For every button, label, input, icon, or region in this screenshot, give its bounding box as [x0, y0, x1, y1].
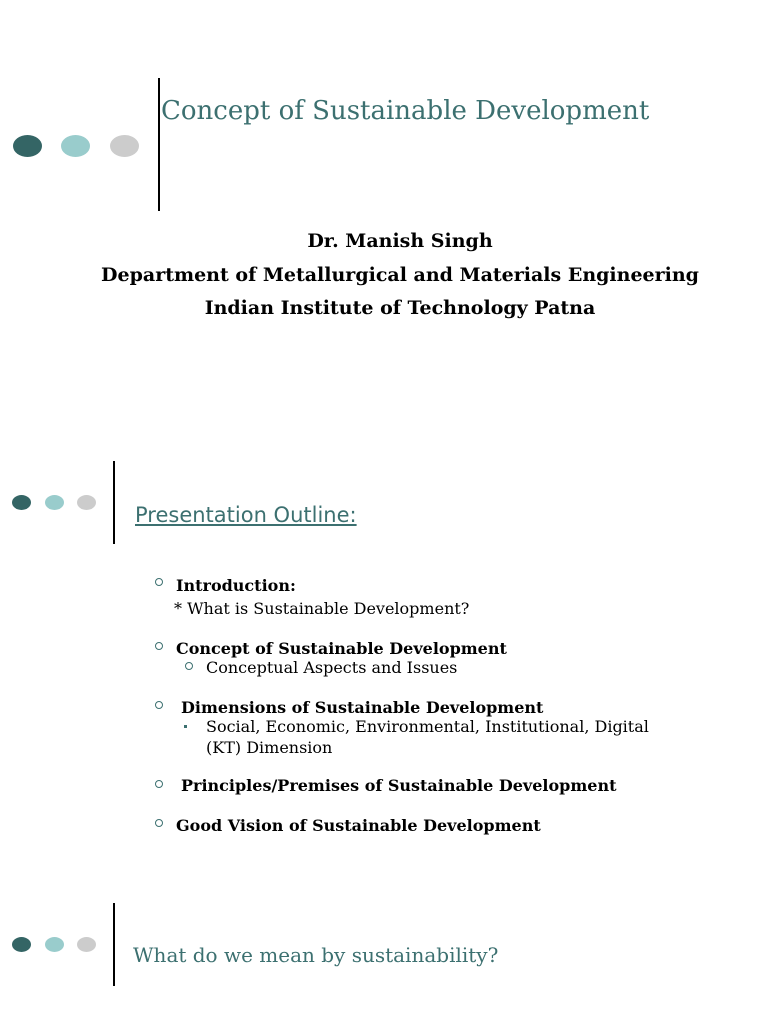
outline-item: Concept of Sustainable Development — [176, 639, 507, 658]
sub-bullet-icon — [185, 662, 193, 670]
gray-dot — [77, 937, 96, 952]
light-teal-dot — [45, 495, 64, 510]
outline-subitem: Conceptual Aspects and Issues — [206, 658, 458, 677]
dark-teal-dot — [13, 135, 42, 157]
title-divider — [113, 461, 115, 544]
author-department: Department of Metallurgical and Materials Engineering — [101, 264, 699, 286]
slide-title: What do we mean by sustainability? — [133, 943, 499, 967]
bullet-icon — [155, 819, 163, 827]
light-teal-dot — [61, 135, 90, 157]
gray-dot — [110, 135, 139, 157]
outline-item: Introduction: — [176, 576, 296, 595]
bullet-icon — [155, 642, 163, 650]
dark-teal-dot — [12, 495, 31, 510]
dark-teal-dot — [12, 937, 31, 952]
outline-subitem-continued: (KT) Dimension — [206, 738, 333, 757]
title-divider — [158, 78, 160, 211]
author-institute: Indian Institute of Technology Patna — [204, 297, 596, 319]
bullet-icon — [155, 780, 163, 788]
outline-item: Good Vision of Sustainable Development — [176, 816, 541, 835]
light-teal-dot — [45, 937, 64, 952]
outline-item: Principles/Premises of Sustainable Development — [181, 776, 617, 795]
outline-subitem: Social, Economic, Environmental, Institutional, Digital — [206, 717, 649, 736]
slide-title: Concept of Sustainable Development — [161, 96, 650, 126]
gray-dot — [77, 495, 96, 510]
title-divider — [113, 903, 115, 986]
square-bullet-icon — [184, 725, 187, 728]
author-name: Dr. Manish Singh — [307, 230, 493, 252]
outline-item: Dimensions of Sustainable Development — [181, 698, 544, 717]
outline-subitem: * What is Sustainable Development? — [174, 599, 470, 618]
bullet-icon — [155, 701, 163, 709]
outline-title: Presentation Outline: — [135, 503, 357, 527]
bullet-icon — [155, 578, 163, 586]
